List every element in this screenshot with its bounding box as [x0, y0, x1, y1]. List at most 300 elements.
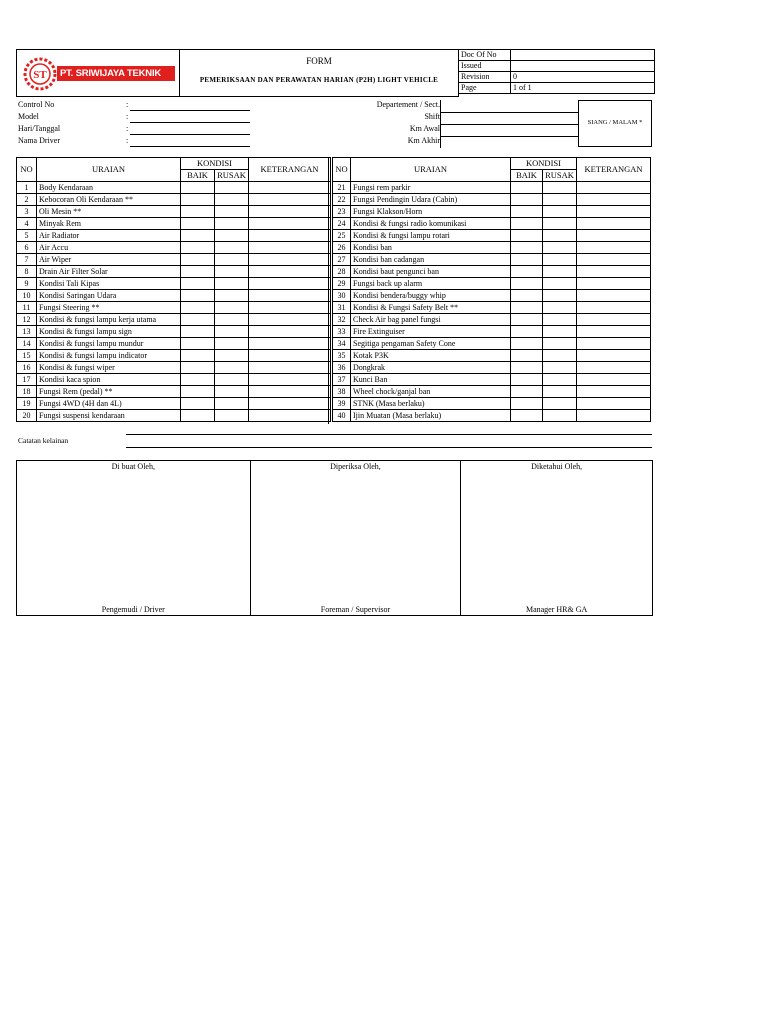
keterangan-cell[interactable] [577, 338, 651, 350]
item-description: Fire Extinguiser [351, 326, 511, 338]
item-description: Wheel chock/ganjal ban [351, 386, 511, 398]
rusak-cell[interactable] [215, 374, 249, 386]
keterangan-cell[interactable] [577, 194, 651, 206]
baik-cell[interactable] [181, 314, 215, 326]
baik-cell[interactable] [511, 230, 543, 242]
item-number: 26 [333, 242, 351, 254]
keterangan-cell[interactable] [249, 410, 331, 422]
checklist-row [17, 326, 331, 338]
baik-cell[interactable] [181, 326, 215, 338]
baik-cell[interactable] [181, 206, 215, 218]
control-input-box[interactable] [440, 124, 578, 136]
rusak-cell[interactable] [543, 374, 577, 386]
checklist-row [17, 374, 331, 386]
checklist-row [17, 266, 331, 278]
control-input-line[interactable] [130, 146, 250, 147]
checklist-row [333, 350, 651, 362]
item-number: 29 [333, 278, 351, 290]
rusak-cell[interactable] [215, 326, 249, 338]
item-description: Kondisi ban cadangan [351, 254, 511, 266]
control-input-box[interactable] [440, 112, 578, 124]
signature-role[interactable]: Diketahui Oleh, [461, 461, 653, 592]
checklist-row [333, 242, 651, 254]
shift-note-box [578, 100, 652, 147]
item-description: Kondisi ban [351, 242, 511, 254]
keterangan-cell[interactable] [577, 398, 651, 410]
control-label: Departement / Sect. [376, 100, 440, 109]
checklist-row [17, 314, 331, 326]
item-number: 39 [333, 398, 351, 410]
item-description: Fungsi rem parkir [351, 182, 511, 194]
notes-line-1 [126, 434, 652, 435]
table-divider [328, 157, 329, 424]
item-description: Kondisi Tali Kipas [37, 278, 181, 290]
checklist-row [17, 350, 331, 362]
keterangan-cell[interactable] [249, 206, 331, 218]
keterangan-cell[interactable] [249, 374, 331, 386]
checklist-table-right [332, 157, 651, 422]
rusak-cell[interactable] [215, 362, 249, 374]
baik-cell[interactable] [181, 242, 215, 254]
meta-row [459, 50, 655, 61]
control-label: Km Awal [409, 124, 440, 133]
keterangan-cell[interactable] [249, 242, 331, 254]
form-title-cell [180, 49, 459, 97]
control-separator: : [126, 136, 129, 145]
baik-cell[interactable] [181, 410, 215, 422]
control-separator: : [126, 124, 129, 133]
signature-role[interactable]: Diperiksa Oleh, [250, 461, 461, 592]
rusak-cell[interactable] [543, 218, 577, 230]
item-description: Kunci Ban [351, 374, 511, 386]
rusak-cell[interactable] [215, 302, 249, 314]
keterangan-cell[interactable] [249, 326, 331, 338]
item-description: STNK (Masa berlaku) [351, 398, 511, 410]
checklist-row [17, 182, 331, 194]
baik-cell[interactable] [511, 326, 543, 338]
keterangan-cell[interactable] [577, 278, 651, 290]
control-input-box[interactable] [440, 136, 578, 148]
item-description: Kondisi & fungsi lampu sign [37, 326, 181, 338]
checklist-row [333, 230, 651, 242]
item-number: 20 [17, 410, 37, 422]
keterangan-cell[interactable] [249, 314, 331, 326]
baik-cell[interactable] [511, 410, 543, 422]
control-input-line[interactable] [130, 122, 250, 123]
item-number: 21 [333, 182, 351, 194]
item-number: 22 [333, 194, 351, 206]
meta-value[interactable]: 1 of 1 [511, 83, 655, 94]
item-description: Kondisi baut pengunci ban [351, 266, 511, 278]
keterangan-cell[interactable] [577, 218, 651, 230]
rusak-cell[interactable] [215, 290, 249, 302]
item-description: Minyak Rem [37, 218, 181, 230]
control-label: Shift [424, 112, 440, 121]
col-keterangan: KETERANGAN [577, 158, 651, 182]
item-number: 17 [17, 374, 37, 386]
rusak-cell[interactable] [215, 218, 249, 230]
item-number: 32 [333, 314, 351, 326]
item-number: 13 [17, 326, 37, 338]
item-description: Fungsi Rem (pedal) ** [37, 386, 181, 398]
signature-name: Manager HR& GA [461, 591, 653, 615]
item-description: Kondisi Saringan Udara [37, 290, 181, 302]
checklist-row [17, 398, 331, 410]
rusak-cell[interactable] [543, 326, 577, 338]
baik-cell[interactable] [511, 182, 543, 194]
baik-cell[interactable] [511, 194, 543, 206]
rusak-cell[interactable] [215, 266, 249, 278]
checklist-row [333, 302, 651, 314]
item-number: 14 [17, 338, 37, 350]
checklist-row [333, 386, 651, 398]
rusak-cell[interactable] [543, 206, 577, 218]
col-kondisi: KONDISI [181, 158, 249, 170]
checklist-row [333, 314, 651, 326]
item-description: Kebocoran Oli Kendaraan ** [37, 194, 181, 206]
baik-cell[interactable] [511, 374, 543, 386]
item-description: Kondisi & fungsi lampu mundur [37, 338, 181, 350]
item-description: Check Air bag panel fungsi [351, 314, 511, 326]
control-separator: : [126, 100, 129, 109]
checklist-row [333, 278, 651, 290]
rusak-cell[interactable] [215, 278, 249, 290]
checklist-row [333, 254, 651, 266]
rusak-cell[interactable] [543, 182, 577, 194]
item-number: 19 [17, 398, 37, 410]
keterangan-cell[interactable] [577, 350, 651, 362]
rusak-cell[interactable] [543, 362, 577, 374]
item-number: 9 [17, 278, 37, 290]
control-separator: : [126, 112, 129, 121]
baik-cell[interactable] [511, 350, 543, 362]
baik-cell[interactable] [511, 338, 543, 350]
checklist-row [17, 230, 331, 242]
baik-cell[interactable] [181, 362, 215, 374]
baik-cell[interactable] [181, 218, 215, 230]
item-number: 37 [333, 374, 351, 386]
rusak-cell[interactable] [543, 254, 577, 266]
rusak-cell[interactable] [543, 266, 577, 278]
rusak-cell[interactable] [543, 350, 577, 362]
checklist-row [17, 362, 331, 374]
item-description: Ijin Muatan (Masa berlaku) [351, 410, 511, 422]
baik-cell[interactable] [511, 278, 543, 290]
checklist-row [17, 290, 331, 302]
rusak-cell[interactable] [543, 242, 577, 254]
control-label: Hari/Tanggal [18, 124, 61, 133]
item-description: Drain Air Filter Solar [37, 266, 181, 278]
item-number: 6 [17, 242, 37, 254]
checklist-row [333, 362, 651, 374]
rusak-cell[interactable] [215, 182, 249, 194]
baik-cell[interactable] [511, 398, 543, 410]
item-description: Fungsi Klakson/Horn [351, 206, 511, 218]
item-description: Fungsi 4WD (4H dan 4L) [37, 398, 181, 410]
notes-line-2 [126, 447, 652, 448]
checklist-row [17, 386, 331, 398]
keterangan-cell[interactable] [249, 266, 331, 278]
item-number: 27 [333, 254, 351, 266]
checklist-row [17, 302, 331, 314]
meta-label: Revision [459, 72, 511, 83]
meta-row [459, 72, 655, 83]
checklist-row [333, 326, 651, 338]
rusak-cell[interactable] [215, 254, 249, 266]
keterangan-cell[interactable] [577, 374, 651, 386]
item-number: 40 [333, 410, 351, 422]
control-label: Km Akhir [407, 136, 440, 145]
item-number: 2 [17, 194, 37, 206]
item-number: 3 [17, 206, 37, 218]
checklist-row [333, 410, 651, 422]
keterangan-cell[interactable] [249, 302, 331, 314]
baik-cell[interactable] [181, 302, 215, 314]
rusak-cell[interactable] [543, 386, 577, 398]
document-meta-table [458, 49, 655, 94]
rusak-cell[interactable] [215, 206, 249, 218]
keterangan-cell[interactable] [249, 338, 331, 350]
control-input-line[interactable] [130, 134, 250, 135]
col-uraian: URAIAN [37, 158, 181, 182]
notes-label: Catatan kelainan [18, 436, 69, 445]
checklist-row [333, 266, 651, 278]
item-number: 30 [333, 290, 351, 302]
rusak-cell[interactable] [543, 194, 577, 206]
svg-text:ST: ST [33, 69, 47, 81]
checklist-row [17, 218, 331, 230]
keterangan-cell[interactable] [249, 194, 331, 206]
baik-cell[interactable] [511, 254, 543, 266]
item-number: 33 [333, 326, 351, 338]
rusak-cell[interactable] [543, 338, 577, 350]
keterangan-cell[interactable] [577, 242, 651, 254]
item-number: 36 [333, 362, 351, 374]
rusak-cell[interactable] [215, 398, 249, 410]
item-number: 18 [17, 386, 37, 398]
keterangan-cell[interactable] [249, 278, 331, 290]
keterangan-cell[interactable] [249, 182, 331, 194]
checklist-row [333, 338, 651, 350]
col-no: NO [17, 158, 37, 182]
item-number: 16 [17, 362, 37, 374]
rusak-cell[interactable] [543, 398, 577, 410]
item-number: 28 [333, 266, 351, 278]
checklist-row [333, 374, 651, 386]
baik-cell[interactable] [181, 266, 215, 278]
item-number: 24 [333, 218, 351, 230]
item-description: Segitiga pengaman Safety Cone [351, 338, 511, 350]
baik-cell[interactable] [181, 290, 215, 302]
meta-label: Page [459, 83, 511, 94]
meta-label: Issued [459, 61, 511, 72]
item-number: 8 [17, 266, 37, 278]
control-label: Model [18, 112, 39, 121]
rusak-cell[interactable] [215, 350, 249, 362]
baik-cell[interactable] [181, 254, 215, 266]
company-name: PT. SRIWIJAYA TEKNIK UTAMA [57, 66, 175, 81]
baik-cell[interactable] [511, 302, 543, 314]
meta-label: Doc Of No [459, 50, 511, 61]
keterangan-cell[interactable] [249, 386, 331, 398]
item-number: 10 [17, 290, 37, 302]
baik-cell[interactable] [511, 242, 543, 254]
control-input-line[interactable] [130, 110, 250, 111]
rusak-cell[interactable] [543, 302, 577, 314]
baik-cell[interactable] [511, 218, 543, 230]
keterangan-cell[interactable] [249, 218, 331, 230]
baik-cell[interactable] [511, 206, 543, 218]
keterangan-cell[interactable] [577, 314, 651, 326]
baik-cell[interactable] [511, 386, 543, 398]
item-number: 12 [17, 314, 37, 326]
item-description: Kondisi kaca spion [37, 374, 181, 386]
item-number: 7 [17, 254, 37, 266]
signature-role[interactable]: Di buat Oleh, [17, 461, 251, 592]
baik-cell[interactable] [181, 278, 215, 290]
checklist-row [17, 242, 331, 254]
col-baik: BAIK [181, 170, 215, 182]
item-description: Kotak P3K [351, 350, 511, 362]
col-rusak: RUSAK [215, 170, 249, 182]
keterangan-cell[interactable] [249, 362, 331, 374]
baik-cell[interactable] [511, 266, 543, 278]
item-description: Kondisi & Fungsi Safety Belt ** [351, 302, 511, 314]
keterangan-cell[interactable] [577, 362, 651, 374]
baik-cell[interactable] [511, 290, 543, 302]
col-no: NO [333, 158, 351, 182]
rusak-cell[interactable] [215, 338, 249, 350]
checklist-row [17, 194, 331, 206]
meta-row [459, 61, 655, 72]
baik-cell[interactable] [181, 398, 215, 410]
item-number: 31 [333, 302, 351, 314]
checklist-row [333, 194, 651, 206]
rusak-cell[interactable] [215, 194, 249, 206]
meta-value[interactable] [511, 50, 655, 61]
control-input-box[interactable] [440, 100, 578, 112]
checklist-row [333, 218, 651, 230]
checklist-row [333, 206, 651, 218]
keterangan-cell[interactable] [249, 254, 331, 266]
item-description: Dongkrak [351, 362, 511, 374]
item-description: Kondisi bendera/buggy whip [351, 290, 511, 302]
control-label: Control No [18, 100, 55, 109]
item-description: Fungsi Pendingin Udara (Cabin) [351, 194, 511, 206]
baik-cell[interactable] [181, 194, 215, 206]
checklist-row [333, 290, 651, 302]
keterangan-cell[interactable] [249, 290, 331, 302]
form-label: FORM [306, 56, 332, 66]
baik-cell[interactable] [511, 362, 543, 374]
baik-cell[interactable] [181, 386, 215, 398]
meta-row [459, 83, 655, 94]
checklist-row [333, 398, 651, 410]
baik-cell[interactable] [181, 350, 215, 362]
item-number: 35 [333, 350, 351, 362]
rusak-cell[interactable] [215, 410, 249, 422]
item-number: 1 [17, 182, 37, 194]
form-title: PEMERIKSAAN DAN PERAWATAN HARIAN (P2H) LIGHT VEHICLE [199, 76, 439, 84]
rusak-cell[interactable] [543, 290, 577, 302]
checklist-row [17, 410, 331, 422]
rusak-cell[interactable] [215, 230, 249, 242]
item-description: Fungsi back up alarm [351, 278, 511, 290]
baik-cell[interactable] [181, 374, 215, 386]
keterangan-cell[interactable] [249, 398, 331, 410]
checklist-row [17, 278, 331, 290]
item-description: Kondisi & fungsi radio komunikasi [351, 218, 511, 230]
keterangan-cell[interactable] [577, 302, 651, 314]
control-label: Nama Driver [18, 136, 60, 145]
rusak-cell[interactable] [543, 230, 577, 242]
baik-cell[interactable] [181, 338, 215, 350]
keterangan-cell[interactable] [577, 230, 651, 242]
rusak-cell[interactable] [543, 314, 577, 326]
keterangan-cell[interactable] [577, 386, 651, 398]
shift-note: SIANG / MALAM * [587, 119, 643, 126]
item-description: Air Wiper [37, 254, 181, 266]
keterangan-cell[interactable] [249, 350, 331, 362]
baik-cell[interactable] [511, 314, 543, 326]
item-number: 38 [333, 386, 351, 398]
checklist-row [333, 182, 651, 194]
baik-cell[interactable] [181, 230, 215, 242]
meta-value[interactable] [511, 61, 655, 72]
item-number: 4 [17, 218, 37, 230]
item-description: Fungsi suspensi kendaraan [37, 410, 181, 422]
keterangan-cell[interactable] [577, 182, 651, 194]
col-kondisi: KONDISI [511, 158, 577, 170]
item-number: 11 [17, 302, 37, 314]
item-number: 25 [333, 230, 351, 242]
item-description: Air Radiator [37, 230, 181, 242]
signature-name: Foreman / Supervisor [250, 591, 461, 615]
keterangan-cell[interactable] [577, 290, 651, 302]
signature-table [16, 460, 653, 616]
keterangan-cell[interactable] [577, 254, 651, 266]
item-description: Kondisi & fungsi lampu indicator [37, 350, 181, 362]
keterangan-cell[interactable] [577, 326, 651, 338]
checklist-row [17, 206, 331, 218]
item-number: 34 [333, 338, 351, 350]
checklist-table-left [16, 157, 331, 422]
keterangan-cell[interactable] [577, 206, 651, 218]
rusak-cell[interactable] [543, 278, 577, 290]
checklist-row [17, 338, 331, 350]
rusak-cell[interactable] [215, 386, 249, 398]
item-number: 5 [17, 230, 37, 242]
keterangan-cell[interactable] [249, 230, 331, 242]
item-description: Kondisi & fungsi lampu kerja utama [37, 314, 181, 326]
item-description: Air Accu [37, 242, 181, 254]
rusak-cell[interactable] [215, 242, 249, 254]
item-description: Fungsi Steering ** [37, 302, 181, 314]
rusak-cell[interactable] [215, 314, 249, 326]
rusak-cell[interactable] [543, 410, 577, 422]
col-uraian: URAIAN [351, 158, 511, 182]
item-number: 15 [17, 350, 37, 362]
col-keterangan: KETERANGAN [249, 158, 331, 182]
item-description: Body Kendaraan [37, 182, 181, 194]
baik-cell[interactable] [181, 182, 215, 194]
col-baik: BAIK [511, 170, 543, 182]
meta-value[interactable]: 0 [511, 72, 655, 83]
col-rusak: RUSAK [543, 170, 577, 182]
keterangan-cell[interactable] [577, 410, 651, 422]
keterangan-cell[interactable] [577, 266, 651, 278]
item-description: Kondisi & fungsi lampu rotari [351, 230, 511, 242]
